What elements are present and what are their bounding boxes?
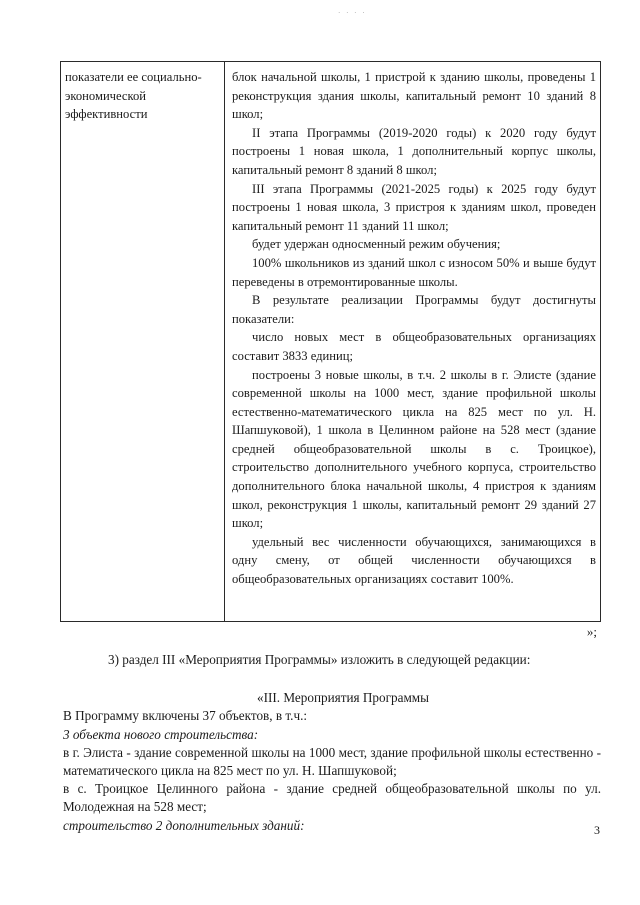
table-paragraph: 100% школьников из зданий школ с износом 50% и выше будут переведены в отремонтированные школы. bbox=[232, 255, 596, 289]
elista-paragraph: в г. Элиста - здание современной школы на 1000 мест, здание профильной школы естественно - математического цикла на 825 мест по ул. Н. Шапшуковой; bbox=[63, 744, 601, 779]
table-paragraph: удельный вес численности обучающихся, занимающихся в одну смену, от общей численности обучающихся в общеобразовательных организациях составит 100%. bbox=[232, 534, 596, 587]
table-paragraph: III этапа Программы (2021-2025 годы) к 2025 году будут построены 1 новая школа, 3 пристроя к зданиям школ, проведен капитальный ремонт 11 зданий 11 школ; bbox=[232, 181, 596, 233]
table-closing-quote: »; bbox=[586, 624, 597, 639]
troitskoe-paragraph: в с. Троицкое Целинного района - здание средней общеобразовательной школы по ул. Молодежная на 528 мест; bbox=[63, 781, 601, 815]
program-table bbox=[60, 61, 601, 622]
new-construction-subheading: 3 объекта нового строительства: bbox=[63, 726, 259, 742]
table-paragraph: II этапа Программы (2019-2020 годы) к 2020 году будут построены 1 новая школа, 1 дополнительный корпус школы, капитальный ремонт 8 зданий 8 школ; bbox=[232, 125, 596, 177]
table-left-cell: показатели ее социально-экономической эффективности bbox=[61, 62, 225, 621]
section-intro: 3) раздел III «Мероприятия Программы» изложить в следующей редакции: bbox=[108, 652, 531, 667]
section-heading: «III. Мероприятия Программы bbox=[256, 690, 430, 706]
table-paragraph: число новых мест в общеобразовательных организациях составит 3833 единиц; bbox=[232, 330, 596, 363]
body-text bbox=[63, 651, 601, 835]
table-paragraph: будет удержан односменный режим обучения; bbox=[252, 237, 501, 252]
header-marks: · · · · bbox=[338, 9, 367, 17]
page-number: 3 bbox=[594, 823, 600, 837]
table-paragraph: построены 3 новые школы, в т.ч. 2 школы в г. Элисте (здание современной школы на 1000 мест, здание профильной школы естественно-математического цикла на 825 мест по ул. Н. Шапшуковой), 1 школа в Целинном районе на 528 мест (здание средней общеобразовательной школы в с. Троицкое), строительство дополнительного учебного корпуса, строительство дополнительного блока начальной школы, 4 пристроя к зданиям школ, реконструкция 1 школы, капитальный ремонт 29 зданий 27 школ; bbox=[232, 367, 596, 531]
table-paragraph: блок начальной школы, 1 пристрой к зданию школы, проведены 1 реконструкция здания школы, капитальный ремонт 10 зданий 8 школ; bbox=[232, 70, 596, 122]
objects-included: В Программу включены 37 объектов, в т.ч.: bbox=[63, 708, 308, 724]
table-paragraph: В результате реализации Программы будут достигнуты показатели: bbox=[232, 293, 596, 326]
table-right-cell bbox=[225, 62, 600, 621]
additional-buildings-subheading: строительство 2 дополнительных зданий: bbox=[63, 817, 305, 833]
